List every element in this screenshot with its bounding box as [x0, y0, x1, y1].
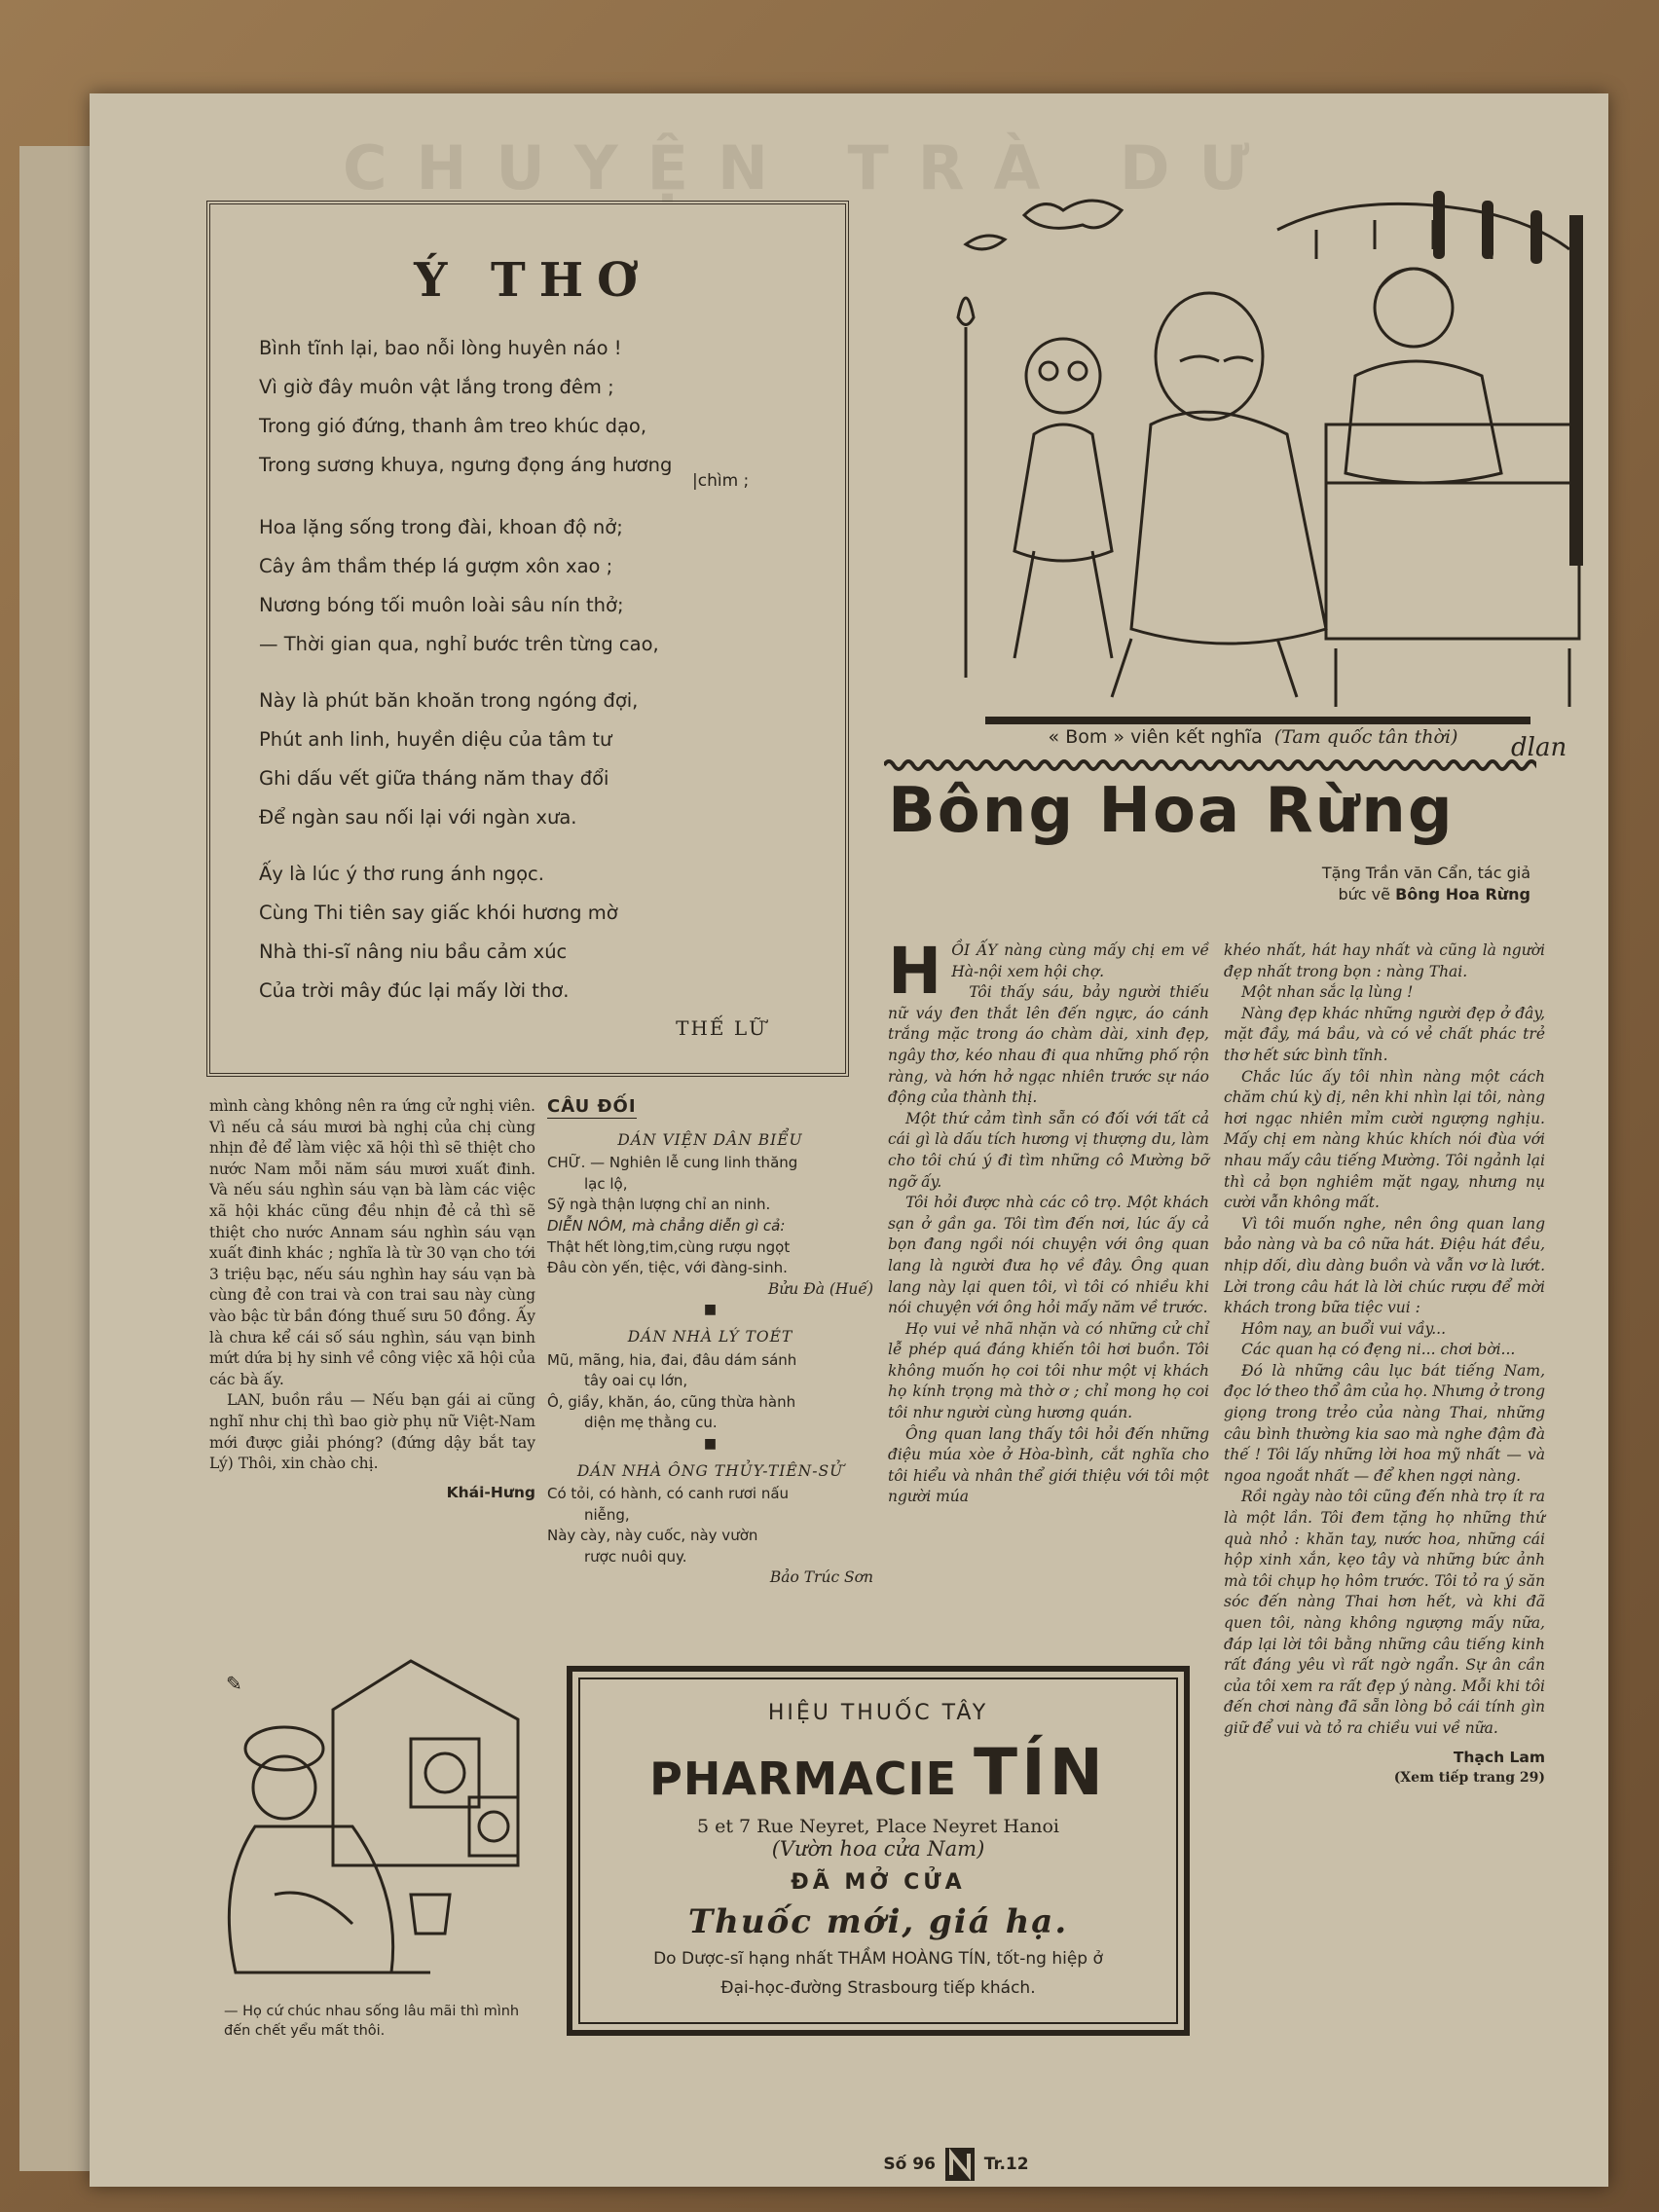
couplet-heading: DÁN NHÀ LÝ TOÉT — [627, 1327, 793, 1346]
paragraph: ỒI ẤY nàng cùng mấy chị em về Hà-nội xem hội chợ. — [951, 941, 1209, 980]
couplet-line: niễng, — [584, 1505, 630, 1524]
page-footer — [830, 2148, 1083, 2181]
poem-author: THẾ LỮ — [676, 1016, 767, 1040]
column-cau-doi — [547, 1096, 873, 1589]
couplet-line: Có tỏi, có hành, có canh rươi nấu — [547, 1485, 790, 1503]
illustration-caption — [917, 726, 1589, 748]
article-headline: Bông Hoa Rừng — [888, 775, 1455, 847]
article-column-1 — [888, 934, 1209, 1508]
author-signature: Thạch Lam — [1453, 1748, 1545, 1766]
paragraph: Đó là những câu lục bát tiếng Nam, đọc lớ theo thổ âm của họ. Nhưng ở trong giọng trong trẻo của nàng Thai, những câu bình thường kia sao mà nghe đậm đà thế ! Tôi lấy những lời hoa mỹ nhất — và ngoa ngoắt nhất — để khen ngợi nàng. — [1224, 1361, 1545, 1485]
poem-line: Trong gió đứng, thanh âm treo khúc dạo, — [259, 415, 647, 437]
author-signature: Khái-Hưng — [446, 1483, 535, 1501]
separator-mark: ■ — [703, 1302, 718, 1318]
poem-line: Nhà thi-sĩ nâng niu bầu cảm xúc — [259, 940, 568, 963]
ad-business-name — [572, 1735, 1184, 1810]
paragraph: Họ vui vẻ nhã nhặn và có những cử chỉ lễ phép quá đáng khiến tôi hơi buồn. Tôi không muốn họ coi tôi như một vị khách họ kính trọng mà thờ ơ ; chỉ mong họ coi tôi như người cùng hương quán. — [888, 1319, 1209, 1422]
wavy-divider — [884, 756, 1536, 775]
ad-opening: ĐÃ MỞ CỬA — [791, 1870, 966, 1895]
ad-slogan: Thuốc mới, giá hạ. — [687, 1902, 1069, 1941]
paragraph: Rồi ngày nào tôi cũng đến nhà trọ ít ra là một lần. Tôi đem tặng họ những thứ quà nhỏ : khăn tay, nước hoa, những cái hộp xinh xắn, kẹo tây và những bức ảnh mà tôi chụp họ hôm trước. Tôi tỏ ra ý săn sóc đến nàng Thai hơn hết, và khi đã quen tôi, nàng không ngượng mấy nữa, đáp lại lời tôi bằng những câu tiếng kinh rất đáng yêu vì rất ngờ ngẩn. Sự ân cần của tôi xem ra rất đẹp ý nàng. Mỗi khi tôi đến chơi nàng đã sẵn lòng bỏ cái tính gìn giữ để vui và tỏ ra chiều vui về nữa. — [1224, 1488, 1545, 1737]
couplet-author: Bửu Đà (Huế) — [767, 1279, 873, 1298]
column-continued-story — [209, 1096, 535, 1503]
poem-title: Ý THƠ — [414, 253, 651, 308]
couplet-line: Đâu còn yến, tiệc, với đàng-sinh. — [547, 1259, 788, 1277]
paragraph: Tôi hỏi được nhà các cô trọ. Một khách sạn ở gần ga. Tôi tìm đến nơi, lúc ấy cả bọn đang ngồi nói chuyện với ông quan lang là người đưa họ về đây. Ông quan lang này lại quen tôi, vì tôi có nhiều khi nói chuyện với ông hỏi mấy năm về trước. — [888, 1194, 1209, 1317]
cartoon-illustration — [888, 171, 1608, 804]
article-column-2 — [1224, 940, 1545, 1789]
couplet-line: lạc lộ, — [584, 1174, 628, 1193]
couplet-line: Ô, giầy, khăn, áo, cũng thừa hành — [547, 1392, 796, 1411]
old-man-cartoon — [216, 1651, 537, 2021]
couplet-heading: DÁN NHÀ ÔNG THỦY-TIÊN-SỬ — [576, 1461, 844, 1480]
poem-line: Cùng Thi tiên say giấc khói hương mờ — [259, 902, 618, 924]
poem-line: Này là phút băn khoăn trong ngóng đợi, — [259, 689, 639, 712]
couplet-line: Thật hết lòng,tim,cùng rượu ngọt — [547, 1237, 791, 1256]
couplet-line: tây oai cụ lớn, — [584, 1372, 688, 1390]
paragraph: Ông quan lang thấy tôi hỏi đến những điệu múa xòe ở Hòa-bình, cắt nghĩa cho tôi hiểu và nhân thể giới thiệu với tôi một người múa — [888, 1424, 1209, 1506]
couplet-heading: DÁN VIỆN DÂN BIỂU — [617, 1130, 803, 1149]
paragraph: Một thứ cảm tình sẵn có đối với tất cả cái gì là dấu tích hương vị thượng du, làm cho tôi chú ý đi tìm những cô Mường bỡ ngỡ ấy. — [888, 1109, 1209, 1191]
dedication-line: Tặng Trần văn Cẩn, tác giả — [1321, 864, 1530, 882]
poem-line: Phút anh linh, huyền diệu của tâm tư — [259, 728, 612, 751]
dedication-line: bức vẽ — [1338, 885, 1390, 903]
paragraph: Vì tôi muốn nghe, nên ông quan lang bảo nàng và ba cô nữa hát. Điệu hát đều, nhịp dối, dìu dàng buồn và vẫn vơ là lướt. Lời trong câu hát là lời chúc rượu để mời khách trong bữa tiệc vui : — [1224, 1214, 1545, 1317]
page-number: Tr.12 — [983, 2155, 1029, 2174]
paragraph: khéo nhất, hát hay nhất và cũng là người đẹp nhất trong bọn : nàng Thai. — [1224, 941, 1545, 980]
article-dedication — [1161, 863, 1530, 905]
ad-name-part: PHARMACIE — [649, 1752, 958, 1805]
poem-box — [206, 201, 849, 1077]
paragraph: Tôi thấy sáu, bảy người thiếu nữ váy đen thắt lên đến ngực, áo cánh trắng mặc trong áo chàm dài, xinh đẹp, ngây thơ, kéo nhau đi qua những phố rộn ràng, và hớn hở ngạc nhiên trước sự náo động của thành thị. — [888, 983, 1209, 1107]
poem-line: Trong sương khuya, ngưng đọng áng hương — [259, 454, 673, 476]
svg-text:✎: ✎ — [226, 1672, 242, 1695]
issue-number: Số 96 — [883, 2155, 936, 2174]
dedication-work-title: Bông Hoa Rừng — [1395, 885, 1530, 903]
poem-line: Nương bóng tối muôn loài sâu nín thở; — [259, 594, 624, 616]
illustration-signature: dlan — [1511, 733, 1567, 762]
couplet-line: CHỮ. — Nghiên lễ cung linh thăng — [547, 1154, 798, 1172]
couplet-line: Sỹ ngà thận lượng chỉ an ninh. — [547, 1196, 771, 1214]
paragraph: Một nhan sắc lạ lùng ! — [1241, 983, 1414, 1002]
poem-line: Hoa lặng sống trong đài, khoan độ nở; — [259, 516, 623, 538]
section-title: CÂU ĐỐI — [547, 1096, 637, 1117]
illustration-caption-sub: (Tam quốc tân thời) — [1273, 726, 1458, 748]
bleed-through-text: CHUYỆN TRÀ DƯ — [343, 132, 1279, 203]
poem-line: Của trời mây đúc lại mấy lời thơ. — [259, 979, 570, 1002]
couplet-line: rược nuôi quy. — [584, 1547, 687, 1566]
paragraph: LAN, buồn rầu — Nếu bạn gái ai cũng nghĩ như chị thì bao giờ phụ nữ Việt-Nam mới được giải phóng? (đứng dậy bắt tay Lý) Thôi, xin chào chị. — [209, 1391, 535, 1473]
cartoon-caption: — Họ cứ chúc nhau sống lâu mãi thì mình đến chết yểu mất thôi. — [224, 2004, 520, 2039]
poem-line: — Thời gian qua, nghỉ bước trên từng cao, — [259, 633, 659, 655]
ad-footer-line: Đại-học-đường Strasbourg tiếp khách. — [720, 1978, 1036, 1998]
newspaper-logo-icon — [945, 2148, 975, 2181]
separator-mark: ■ — [703, 1435, 718, 1452]
poem-line: Ấy là lúc ý thơ rung ánh ngọc. — [259, 863, 544, 885]
poem-line: Ghi dấu vết giữa tháng năm thay đổi — [259, 767, 609, 790]
ad-location-note: (Vườn hoa cửa Nam) — [771, 1837, 985, 1861]
paragraph: mình càng không nên ra ứng cử nghị viên. Vì nếu cả sáu mươi bà nghị của chị cùng nhịn đẻ để làm việc xã hội thì sẽ thiệt cho nước Nam mỗi năm sáu mươi xuất đinh. Và nếu sáu nghìn sáu vạn bà làm các việc xã hội khác cũng đều nhịn đẻ cả thì sẽ thiệt cho nước Annam sáu nghìn sáu vạn xuất đinh khác ; nghĩa là từ 30 vạn cho tới 3 triệu bạc, nếu sáu nghìn hay sáu vạn bà cùng đẻ con trai và con trai sau này cùng vào bậc từ bần đóng thuế sưu 50 đồng. Ấy là chưa kể cái số sáu nghìn, sáu vạn binh mứt dứa bị hy sinh về công việc xã hội của các bà ấy. — [209, 1097, 535, 1388]
poem-line: Cây âm thầm thép lá gượm xôn xao ; — [259, 555, 613, 577]
ad-kicker: HIỆU THUỐC TÂY — [767, 1701, 989, 1725]
poem-line: Bình tĩnh lại, bao nỗi lòng huyên náo ! — [259, 337, 622, 359]
paragraph: Các quan hạ có đẹng ni... chơi bời... — [1241, 1341, 1516, 1359]
ad-footer-line: Do Dược-sĩ hạng nhất THẦM HOÀNG TÍN, tốt-ng hiệp ở — [653, 1949, 1103, 1969]
paragraph: Hôm nay, an buổi vui vầy... — [1241, 1319, 1447, 1338]
ad-name-part: TÍN — [974, 1735, 1107, 1810]
continued-note: (Xem tiếp trang 29) — [1393, 1770, 1545, 1787]
poem-line: Để ngàn sau nối lại với ngàn xưa. — [259, 806, 577, 829]
illustration-caption-main: « Bom » viên kết nghĩa — [1048, 726, 1263, 748]
couplet-line: Này cày, này cuốc, này vườn — [547, 1527, 758, 1545]
couplet-line: Mũ, mãng, hia, đai, đâu dám sánh — [547, 1350, 797, 1369]
newspaper-page — [90, 93, 1608, 2187]
poem-line: Vì giờ đây muôn vật lắng trong đêm ; — [259, 376, 614, 398]
drop-cap: H — [888, 934, 942, 1009]
poem-line-continuation: |chìm ; — [692, 471, 750, 491]
couplet-line: diện mẹ thằng cu. — [584, 1414, 718, 1432]
paragraph: Nàng đẹp khác những người đẹp ở đây, mặt đầy, má bầu, và có vẻ chất phác trẻ thơ hết sức bình tĩnh. — [1224, 1004, 1545, 1064]
couplet-line: DIỄN NÔM, mà chẳng diễn gì cả: — [547, 1216, 786, 1235]
paragraph: Chắc lúc ấy tôi nhìn nàng một cách chăm chú kỳ dị, nên khi nhìn lại tôi, nàng hơi ngạc nhiên mỉm cười ngượng nghịu. Mấy chị em nàng khúc khích nói đùa với nhau mấy câu tiếng Mường. Tôi ngảnh lại thì cả bọn nghiêm mặt ngay, nhưng nụ cười vẫn không mất. — [1224, 1067, 1545, 1212]
couplet-author: Bảo Trúc Sơn — [769, 1568, 873, 1587]
ad-address: 5 et 7 Rue Neyret, Place Neyret Hanoi — [696, 1816, 1059, 1837]
pharmacy-advertisement — [567, 1666, 1190, 2036]
